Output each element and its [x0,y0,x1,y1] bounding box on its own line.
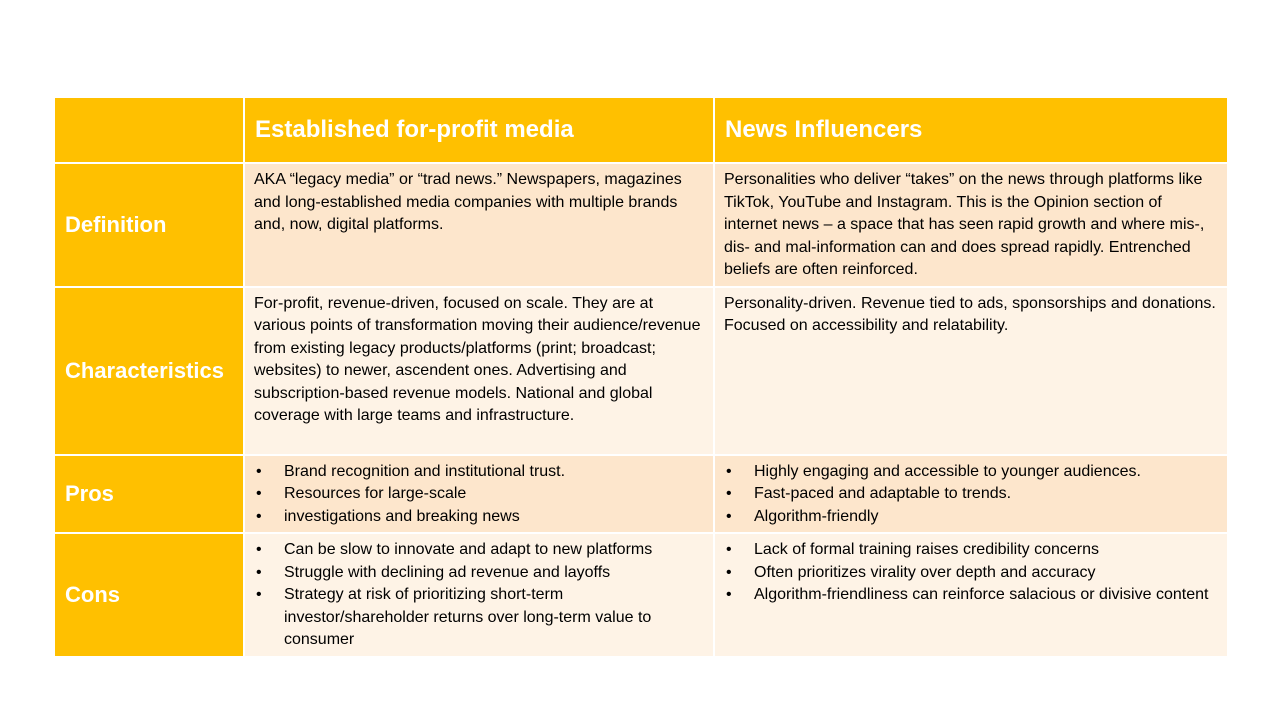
bullet-icon: • [726,507,732,525]
bullet-icon: • [726,563,732,581]
characteristics-established-cell: For-profit, revenue-driven, focused on scale. They are at various points of transformation moving their audience/revenue from existing legacy products/platforms (print; broadcast; websites) to newer, ascendent ones. Advertising and subscription-based revenue models. National and global coverage with large teams and infrastructure. [244,287,714,455]
row-label-characteristics: Characteristics [54,287,244,455]
bullet-icon: • [256,563,262,581]
list-item: • Algorithm-friendliness can reinforce salacious or divisive content [724,584,1218,607]
definition-established-cell: AKA “legacy media” or “trad news.” Newspapers, magazines and long-established media companies with multiple brands and, now, digital platforms. [244,163,714,287]
cons-influencers-cell [714,533,1228,657]
bullet-icon: • [256,541,262,558]
list-item: • Can be slow to innovate and adapt to new platforms [254,539,704,562]
list-item: • Brand recognition and institutional trust. [254,461,704,484]
characteristics-influencers-cell: Personality-driven. Revenue tied to ads, sponsorships and donations. Focused on accessibility and relatability. [714,287,1228,455]
list-item: • Resources for large-scale [254,483,704,506]
pros-influencers-cell [714,455,1228,534]
pros-established-cell [244,455,714,534]
bullet-icon: • [256,586,262,603]
list-item: • Algorithm-friendly [724,506,1218,529]
bullet-icon: • [726,541,732,558]
list-item: • Struggle with declining ad revenue and layoffs [254,562,704,585]
list-item: • Lack of formal training raises credibility concerns [724,539,1218,562]
bullet-icon: • [256,507,262,525]
list-item: • Highly engaging and accessible to younger audiences. [724,461,1218,484]
table-row-pros [54,455,1228,534]
definition-influencers-cell: Personalities who deliver “takes” on the news through platforms like TikTok, YouTube and Instagram. This is the Opinion section of internet news – a space that has seen rapid growth and where mis-, dis- and mal-information can and does spread rapidly. Entrenched beliefs are often reinforced. [714,163,1228,287]
list-item: • Strategy at risk of prioritizing short-term investor/shareholder returns over long-term value to consumer [256,586,652,648]
list-item: • investigations and breaking news [254,506,704,529]
pros-established-list [254,461,704,529]
row-label-cons: Cons [54,533,244,657]
header-established-media: Established for-profit media [244,97,714,163]
row-label-definition: Definition [54,163,244,287]
header-news-influencers: News Influencers [714,97,1228,163]
cons-established-list [254,539,704,652]
bullet-icon: • [726,485,732,502]
bullet-icon: • [256,462,262,480]
header-corner-cell [54,97,244,163]
bullet-icon: • [726,586,732,603]
bullet-icon: • [256,485,262,502]
table-header-row [54,97,1228,163]
list-item: • Often prioritizes virality over depth and accuracy [724,562,1218,585]
bullet-icon: • [726,462,732,480]
table-row-definition [54,163,1228,287]
list-item: • Fast-paced and adaptable to trends. [724,483,1218,506]
table-row-characteristics [54,287,1228,455]
pros-influencers-list [724,461,1218,529]
table-row-cons [54,533,1228,657]
row-label-pros: Pros [54,455,244,534]
comparison-table [53,96,1229,658]
cons-established-cell [244,533,714,657]
cons-influencers-list [724,539,1218,607]
